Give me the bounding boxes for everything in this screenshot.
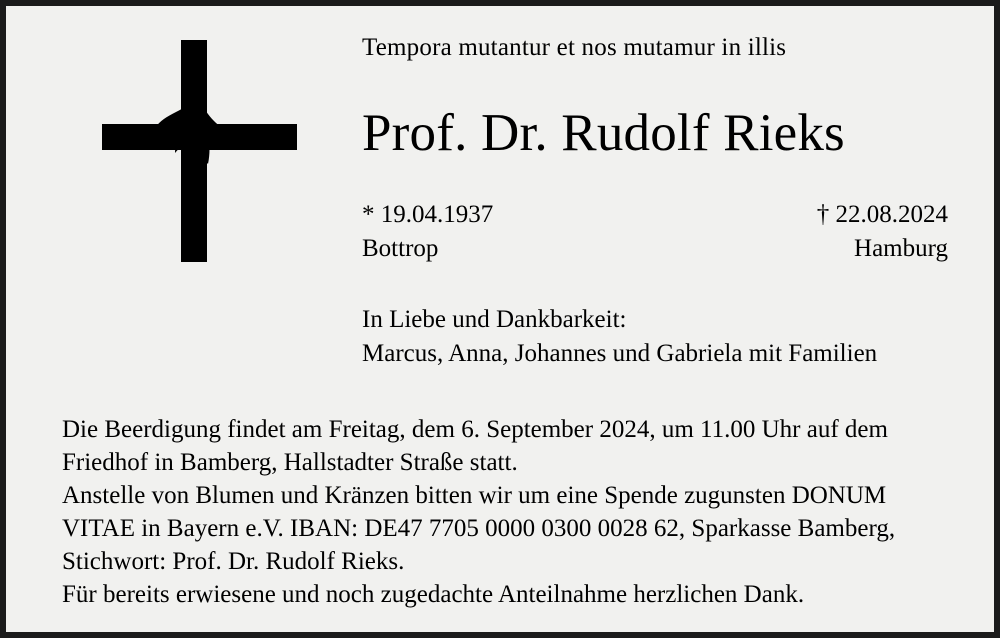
dates-row-place	[362, 232, 948, 266]
death-place: Hamburg	[854, 234, 948, 262]
deceased-name: Prof. Dr. Rudolf Rieks	[362, 104, 845, 162]
dedication-line-2: Marcus, Anna, Johannes und Gabriela mit Familien	[362, 340, 878, 367]
dedication-line-1: In Liebe und Dankbarkeit:	[362, 306, 627, 333]
body-line: Die Beerdigung findet am Freitag, dem 6. September 2024, um 11.00 Uhr auf dem	[62, 416, 888, 443]
birth-date: * 19.04.1937	[362, 201, 494, 228]
cross-with-dove-icon	[92, 40, 312, 270]
motto-text: Tempora mutantur et nos mutamur in illis	[362, 34, 787, 61]
birth-place: Bottrop	[362, 234, 439, 262]
body-line: Stichwort: Prof. Dr. Rudolf Rieks.	[62, 548, 405, 575]
dates-row-date	[362, 198, 948, 232]
death-date: † 22.08.2024	[816, 201, 948, 228]
dates-block	[362, 198, 948, 265]
body-line: Für bereits erwiesene und noch zugedachte Anteilnahme herzlichen Dank.	[62, 581, 805, 608]
notice-inner	[6, 6, 994, 632]
body-line: Friedhof in Bamberg, Hallstadter Straße statt.	[62, 449, 518, 476]
body-line: Anstelle von Blumen und Kränzen bitten wir um eine Spende zugunsten DONUM	[62, 482, 887, 509]
dedication-block	[362, 303, 877, 371]
body-line: VITAE in Bayern e.V. IBAN: DE47 7705 0000 0300 0028 62, Sparkasse Bamberg,	[62, 515, 896, 542]
funeral-details-text	[62, 413, 962, 611]
dove-icon	[150, 94, 250, 166]
